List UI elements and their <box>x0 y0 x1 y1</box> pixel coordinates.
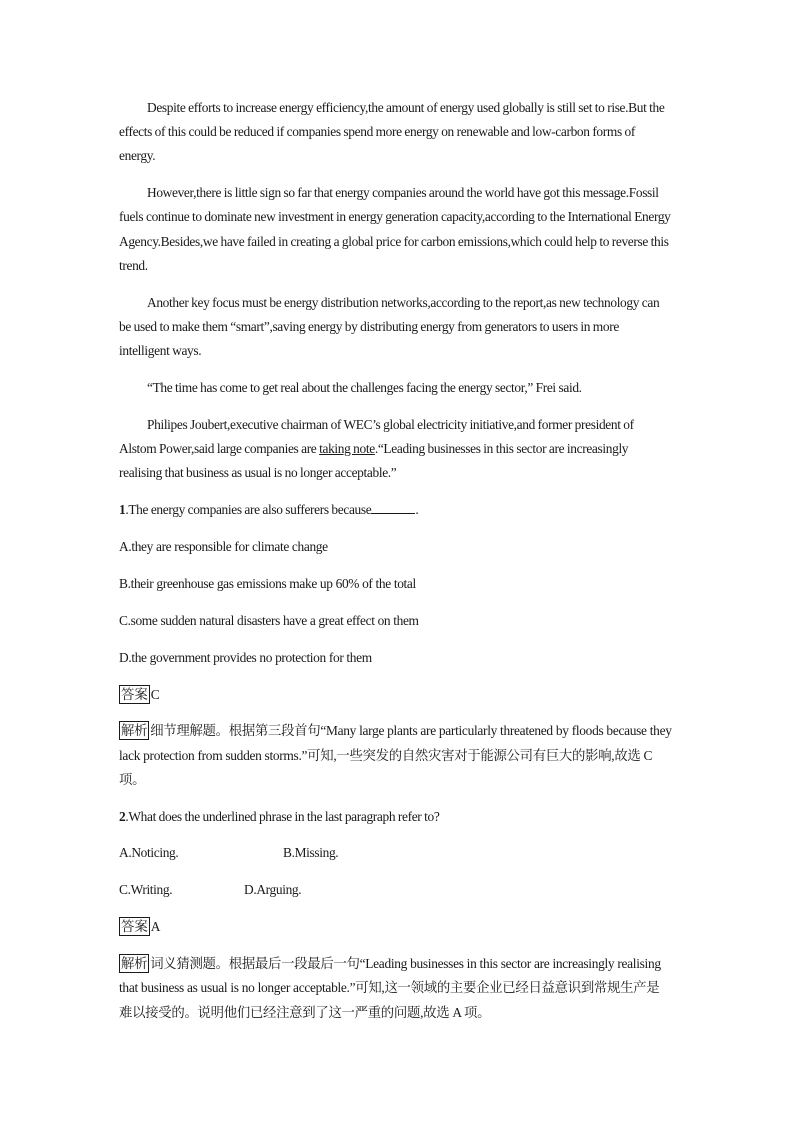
question-1-stem <box>119 498 672 522</box>
answer-blank <box>371 501 415 514</box>
question-2-explanation <box>119 952 672 1025</box>
question-2-option-b: B.Missing. <box>283 845 339 861</box>
question-1-option-c: C.some sudden natural disasters have a great effect on them <box>119 612 419 628</box>
p5-text-before: Philipes Joubert,executive chairman of WEC’s global electricity initiative,and former president of Alstom Power,said large companies are <box>119 416 634 456</box>
answer-tag: 答案 <box>121 686 148 702</box>
question-2-answer-value: A <box>150 919 161 935</box>
passage-paragraph-5 <box>119 413 672 486</box>
explanation-tag: 解析 <box>121 723 148 739</box>
question-2-explanation-text: 词义猜测题。根据最后一段最后一句“Leading businesses in this sector are increasingly realising that business as usual is no longer acceptable.”可知,这一领域的主要企业已经日益意识到常规生产是难以接受的。说明他们已经注意到了这一严重的问题,故选 A 项。 <box>119 956 661 1020</box>
question-1-answer <box>119 683 672 707</box>
question-1-answer-value: C <box>150 686 160 702</box>
underlined-phrase: taking note <box>319 440 375 456</box>
question-1-text: .The energy companies are also sufferers because <box>125 501 372 517</box>
question-1-text-end: . <box>415 501 419 517</box>
question-2-option-c: C.Writing. <box>119 882 173 898</box>
question-1-number: 1 <box>119 501 126 517</box>
p5-text-after: .“Leading businesses in this sector are increasingly realising that business as usual is no longer acceptable.” <box>119 440 629 481</box>
question-1-option-d: D.the government provides no protection for them <box>119 649 372 665</box>
question-2-options-row-2 <box>119 878 672 902</box>
question-1-explanation-text: 细节理解题。根据第三段首句“Many large plants are particularly threatened by floods because they lack protection from sudden storms.”可知,一些突发的自然灾害对于能源公司有巨大的影响,故选 C 项。 <box>119 723 672 787</box>
question-2-option-d: D.Arguing. <box>244 882 302 898</box>
question-1-explanation <box>119 719 672 792</box>
passage-paragraph-3: Another key focus must be energy distribution networks,according to the report,as new technology can be used to make them “smart”,saving energy by distributing energy from generators to users in more intelligent ways. <box>119 294 660 359</box>
question-1-option-a: A.they are responsible for climate change <box>119 538 328 554</box>
question-2-number: 2 <box>119 808 126 824</box>
question-2-options-row-1 <box>119 841 672 865</box>
question-2-stem <box>119 805 672 829</box>
explanation-tag: 解析 <box>121 956 148 972</box>
passage-paragraph-4: “The time has come to get real about the challenges facing the energy sector,” Frei said. <box>147 379 582 395</box>
question-2-option-a: A.Noticing. <box>119 845 179 861</box>
passage-paragraph-1: Despite efforts to increase energy efficiency,the amount of energy used globally is still set to rise.But the effects of this could be reduced if companies spend more energy on renewable and low-carbon forms of energy. <box>119 100 665 164</box>
question-2-answer <box>119 915 672 939</box>
question-1-option-b: B.their greenhouse gas emissions make up 60% of the total <box>119 575 416 591</box>
passage-paragraph-2: However,there is little sign so far that energy companies around the world have got this message.Fossil fuels continue to dominate new investment in energy generation capacity,according to the International Energy Agency.Besides,we have failed in creating a global price for carbon emissions,which could help to reverse this trend. <box>119 185 671 273</box>
answer-tag: 答案 <box>121 919 148 935</box>
question-2-text: .What does the underlined phrase in the last paragraph refer to? <box>125 808 440 824</box>
